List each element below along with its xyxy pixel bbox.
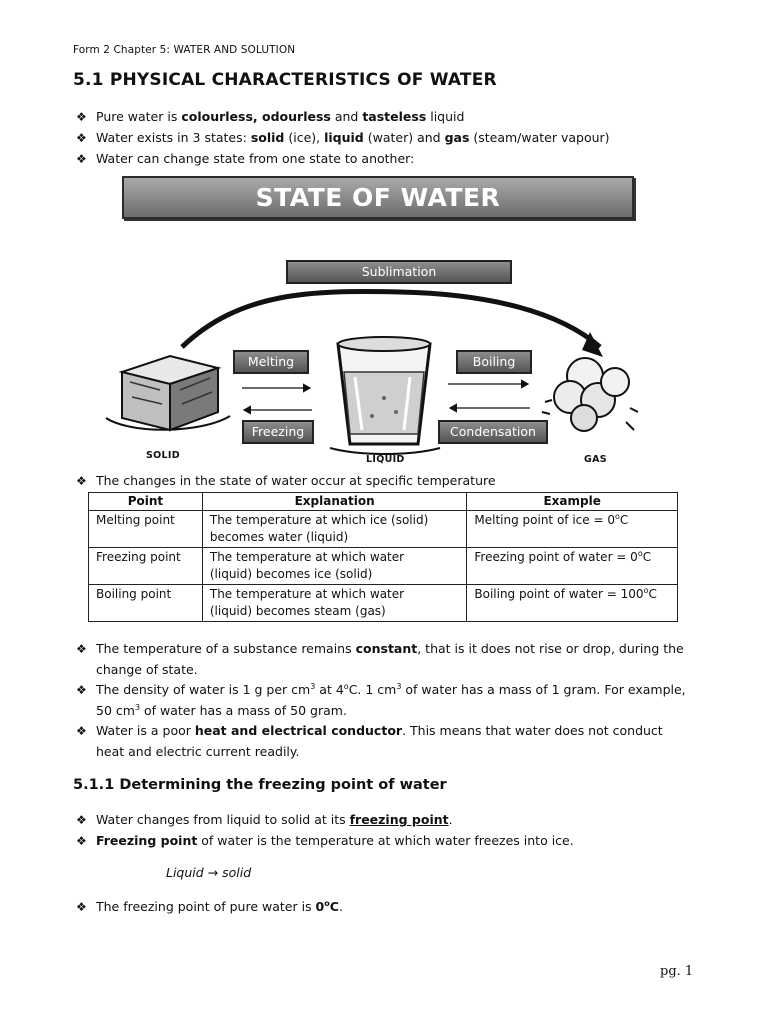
freezing-label: Freezing (242, 420, 314, 444)
table-row (89, 548, 678, 585)
bullet-text: Water exists in 3 states: solid (ice), liquid (water) and gas (steam/water vapour) (96, 130, 610, 145)
diagram-banner: STATE OF WATER (122, 176, 634, 219)
bullet-item (76, 107, 686, 128)
explanation-cell: The temperature at which water (liquid) becomes steam (gas) (202, 585, 467, 622)
solid-label: SOLID (146, 450, 180, 461)
bullet-text: The freezing point of pure water is 0$^o$C. (96, 899, 343, 914)
example-cell: Melting point of ice = $0^oC$ (467, 511, 678, 548)
bullet-text: Water is a poor heat and electrical conductor. This means that water does not conduct heat and electric current readily. (96, 723, 663, 759)
state-of-water-diagram (100, 172, 660, 470)
boiling-label: Boiling (456, 350, 532, 374)
explanation-cell: The temperature at which ice (solid) becomes water (liquid) (202, 511, 467, 548)
subsection-title: 5.1.1 Determining the freezing point of water (73, 777, 447, 793)
table-row (89, 585, 678, 622)
point-cell: Freezing point (89, 548, 203, 585)
column-header: Example (467, 493, 678, 511)
bullet-item (76, 831, 686, 852)
running-header: Form 2 Chapter 5: WATER AND SOLUTION (73, 44, 296, 56)
steam-cloud-icon (542, 358, 638, 431)
liquid-to-solid-formula: Liquid → solid (166, 865, 252, 880)
change-of-state-table (88, 492, 678, 622)
bullet-text: Water changes from liquid to solid at its freezing point. (96, 812, 453, 827)
table-row (89, 511, 678, 548)
bullet-marker-icon: ❖ (76, 813, 87, 827)
bullet-marker-icon: ❖ (76, 900, 87, 914)
bullet-marker-icon: ❖ (76, 110, 87, 124)
page-number: pg. 1 (660, 964, 694, 979)
bullet-text: Pure water is colourless, odourless and tasteless liquid (96, 109, 465, 124)
diagram-artwork (100, 172, 660, 470)
bullet-marker-icon: ❖ (76, 834, 87, 848)
example-cell: Freezing point of water = $0^oC$ (467, 548, 678, 585)
melting-label: Melting (233, 350, 309, 374)
point-cell: Melting point (89, 511, 203, 548)
table-header-row (89, 493, 678, 511)
column-header: Explanation (202, 493, 467, 511)
bullet-item (76, 639, 686, 680)
bullet-item (76, 471, 686, 492)
bullet-item (76, 128, 686, 149)
bullet-marker-icon: ❖ (76, 683, 87, 697)
gas-label: GAS (584, 454, 607, 465)
bullet-item (76, 680, 686, 721)
bullet-text: Freezing point of water is the temperature at which water freezes into ice. (96, 833, 574, 848)
bullet-marker-icon: ❖ (76, 131, 87, 145)
bullet-text: The changes in the state of water occur at specific temperature (96, 473, 496, 488)
liquid-label: LIQUID (366, 454, 405, 465)
example-cell: Boiling point of water = $100^oC$ (467, 585, 678, 622)
bullet-text: Water can change state from one state to another: (96, 151, 415, 166)
explanation-cell: The temperature at which water (liquid) becomes ice (solid) (202, 548, 467, 585)
bullet-marker-icon: ❖ (76, 474, 87, 488)
bullet-marker-icon: ❖ (76, 642, 87, 656)
bullet-text: The temperature of a substance remains constant, that is it does not rise or drop, during the change of state. (96, 641, 684, 677)
bullet-item (76, 721, 686, 762)
bullet-item (76, 810, 686, 831)
bullet-marker-icon: ❖ (76, 152, 87, 166)
ice-cube-icon (106, 356, 230, 430)
bullet-marker-icon: ❖ (76, 724, 87, 738)
bullet-item (76, 897, 686, 918)
section-title: 5.1 PHYSICAL CHARACTERISTICS OF WATER (73, 70, 497, 90)
point-cell: Boiling point (89, 585, 203, 622)
glass-of-water-icon (330, 337, 440, 454)
bullet-text: The density of water is 1 g per $cm^3$ at 4$^o$C. 1 $cm^3$ of water has a mass of 1 gram. For example, 50 $cm^3$ of water has a mass of 50 gram. (96, 682, 686, 718)
condensation-label: Condensation (438, 420, 548, 444)
sublimation-label: Sublimation (286, 260, 512, 284)
bullet-item (76, 149, 686, 170)
column-header: Point (89, 493, 203, 511)
